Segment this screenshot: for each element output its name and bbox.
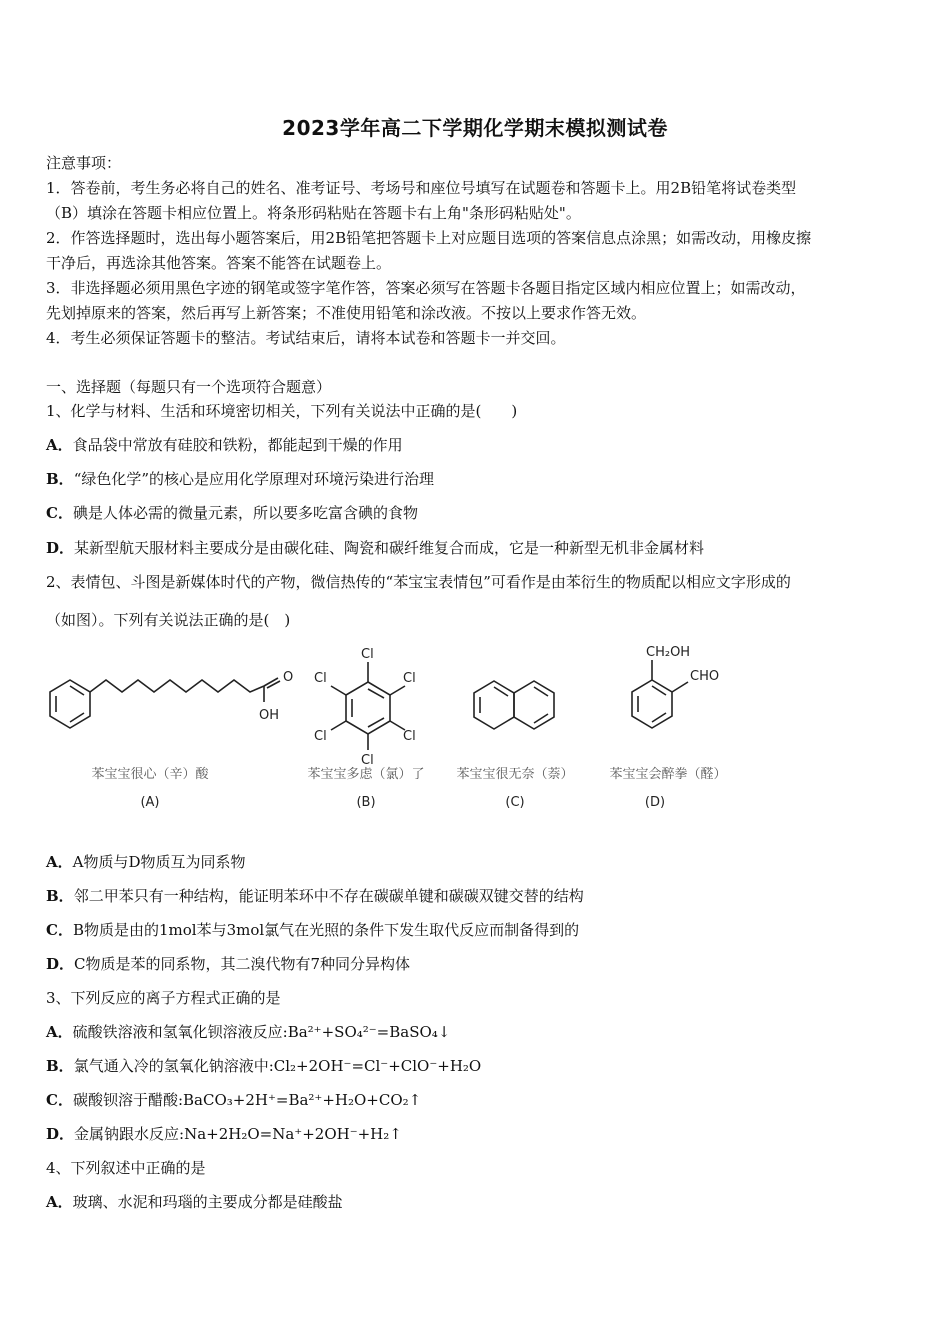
option-text: “绿色化学”的核心是应用化学原理对环境污染进行治理 xyxy=(73,470,435,488)
option-text: 碳酸钡溶于醋酸: xyxy=(72,1091,184,1109)
option-label: A． xyxy=(46,853,73,871)
option-text: 氯气通入冷的氢氧化钠溶液中: xyxy=(73,1057,274,1075)
structure-b xyxy=(331,662,405,750)
option-label: B． xyxy=(46,470,74,488)
question-3-option-d xyxy=(46,1124,910,1144)
caption-c: 苯宝宝很无奈（萘） xyxy=(456,767,574,782)
notice-line: 3．非选择题必须用黑色字迹的钢笔或签字笔作答，答案必须写在答题卡各题目指定区域内相应位置上；如需改动， xyxy=(46,279,806,297)
label-d: (D) xyxy=(644,795,666,810)
equation: BaCO₃+2H⁺=Ba²⁺+H₂O+CO₂↑ xyxy=(183,1091,422,1109)
caption-a: 苯宝宝很心（辛）酸 xyxy=(91,767,209,782)
question-2-option-b xyxy=(46,886,910,906)
notice-line: 2．作答选择题时，选出每小题答案后，用2B铅笔把答题卡上对应题目选项的答案信息点涂黑；如需改动，用橡皮擦 xyxy=(46,229,812,247)
section-heading: 一、选择题（每题只有一个选项符合题意） xyxy=(46,378,332,396)
chlorine-label: Cl xyxy=(361,753,374,768)
label-a: (A) xyxy=(140,795,160,810)
question-2-stem: 2、表情包、斗图是新媒体时代的产物，微信热传的“苯宝宝表情包”可看作是由苯衍生的物质配以相应文字形成的 xyxy=(46,573,791,591)
structure-d xyxy=(632,660,688,728)
question-3-option-a xyxy=(46,1022,910,1042)
option-label: D． xyxy=(46,539,75,557)
notice-line: 先划掉原来的答案，然后再写上新答案；不准使用铅笔和涂改液。不按以上要求作答无效。 xyxy=(46,304,647,322)
question-4-option-a xyxy=(46,1192,910,1212)
equation: Ba²⁺+SO₄²⁻=BaSO₄↓ xyxy=(287,1023,451,1041)
question-1-stem: 1、化学与材料、生活和环境密切相关，下列有关说法中正确的是( ) xyxy=(46,402,518,420)
option-text: 玻璃、水泥和玛瑙的主要成分都是硅酸盐 xyxy=(72,1193,343,1211)
benzene-emoji-figure xyxy=(40,640,760,820)
chlorine-label: Cl xyxy=(403,671,416,686)
chlorine-label: Cl xyxy=(314,729,327,744)
question-4-stem: 4、下列叙述中正确的是 xyxy=(46,1159,206,1177)
question-3-option-b xyxy=(46,1056,910,1076)
option-label: B． xyxy=(46,1057,74,1075)
caption-d: 苯宝宝会醉拳（醛） xyxy=(609,767,727,782)
option-label: D． xyxy=(46,955,75,973)
question-2-option-d xyxy=(46,954,910,974)
option-text: 硫酸铁溶液和氢氧化钡溶液反应: xyxy=(72,1023,288,1041)
question-3-stem: 3、下列反应的离子方程式正确的是 xyxy=(46,989,281,1007)
question-1-option-b xyxy=(46,469,910,489)
option-label: D． xyxy=(46,1125,75,1143)
ch2oh-label: CH₂OH xyxy=(646,645,691,660)
notice-line: （B）填涂在答题卡相应位置上。将条形码粘贴在答题卡右上角"条形码粘贴处"。 xyxy=(46,204,581,222)
option-label: C． xyxy=(46,1091,73,1109)
option-label: A． xyxy=(46,1023,73,1041)
option-text: A物质与D物质互为同系物 xyxy=(72,853,246,871)
option-label: A． xyxy=(46,1193,73,1211)
option-label: A． xyxy=(46,436,73,454)
hydroxyl-label: OH xyxy=(259,708,280,723)
option-label: C． xyxy=(46,504,73,522)
question-2-option-c xyxy=(46,920,910,940)
option-text: 碘是人体必需的微量元素，所以要多吃富含碘的食物 xyxy=(72,504,418,522)
question-1-option-c xyxy=(46,503,910,523)
caption-b: 苯宝宝多虑（氯）了 xyxy=(307,767,425,782)
question-1-option-a xyxy=(46,435,910,455)
notice-line: 4．考生必须保证答题卡的整洁。考试结束后，请将本试卷和答题卡一并交回。 xyxy=(46,329,566,347)
notice-line: 干净后，再选涂其他答案。答案不能答在试题卷上。 xyxy=(46,254,392,272)
question-2-stem-cont: （如图）。下列有关说法正确的是( ) xyxy=(46,611,291,629)
label-c: (C) xyxy=(505,795,525,810)
structure-c xyxy=(474,681,554,729)
cho-label: CHO xyxy=(690,669,720,684)
option-text: 金属钠跟水反应: xyxy=(74,1125,185,1143)
option-text: 邻二甲苯只有一种结构，能证明苯环中不存在碳碳单键和碳碳双键交替的结构 xyxy=(73,887,584,905)
option-label: B． xyxy=(46,887,74,905)
option-text: C物质是苯的同系物，其二溴代物有7种同分异构体 xyxy=(74,955,411,973)
question-2-option-a xyxy=(46,852,910,872)
chlorine-label: Cl xyxy=(314,671,327,686)
option-text: B物质是由的1mol苯与3mol氯气在光照的条件下发生取代反应而制备得到的 xyxy=(72,921,580,939)
option-label: C． xyxy=(46,921,73,939)
oxygen-label: O xyxy=(283,670,294,685)
equation: Na+2H₂O=Na⁺+2OH⁻+H₂↑ xyxy=(184,1125,402,1143)
equation: Cl₂+2OH⁻=Cl⁻+ClO⁻+H₂O xyxy=(273,1057,482,1075)
notice-heading: 注意事项： xyxy=(46,154,122,172)
question-3-option-c xyxy=(46,1090,910,1110)
structure-a xyxy=(50,678,280,728)
option-text: 某新型航天服材料主要成分是由碳化硅、陶瓷和碳纤维复合而成，它是一种新型无机非金属材料 xyxy=(74,539,705,557)
question-1-option-d xyxy=(46,538,910,558)
chlorine-label: Cl xyxy=(361,647,374,662)
chlorine-label: Cl xyxy=(403,729,416,744)
page-title: 2023学年高二下学期化学期末模拟测试卷 xyxy=(282,116,668,140)
label-b: (B) xyxy=(356,795,376,810)
notice-line: 1．答卷前，考生务必将自己的姓名、准考证号、考场号和座位号填写在试题卷和答题卡上。用2B铅笔将试卷类型 xyxy=(46,179,797,197)
option-text: 食品袋中常放有硅胶和铁粉，都能起到干燥的作用 xyxy=(72,436,403,454)
